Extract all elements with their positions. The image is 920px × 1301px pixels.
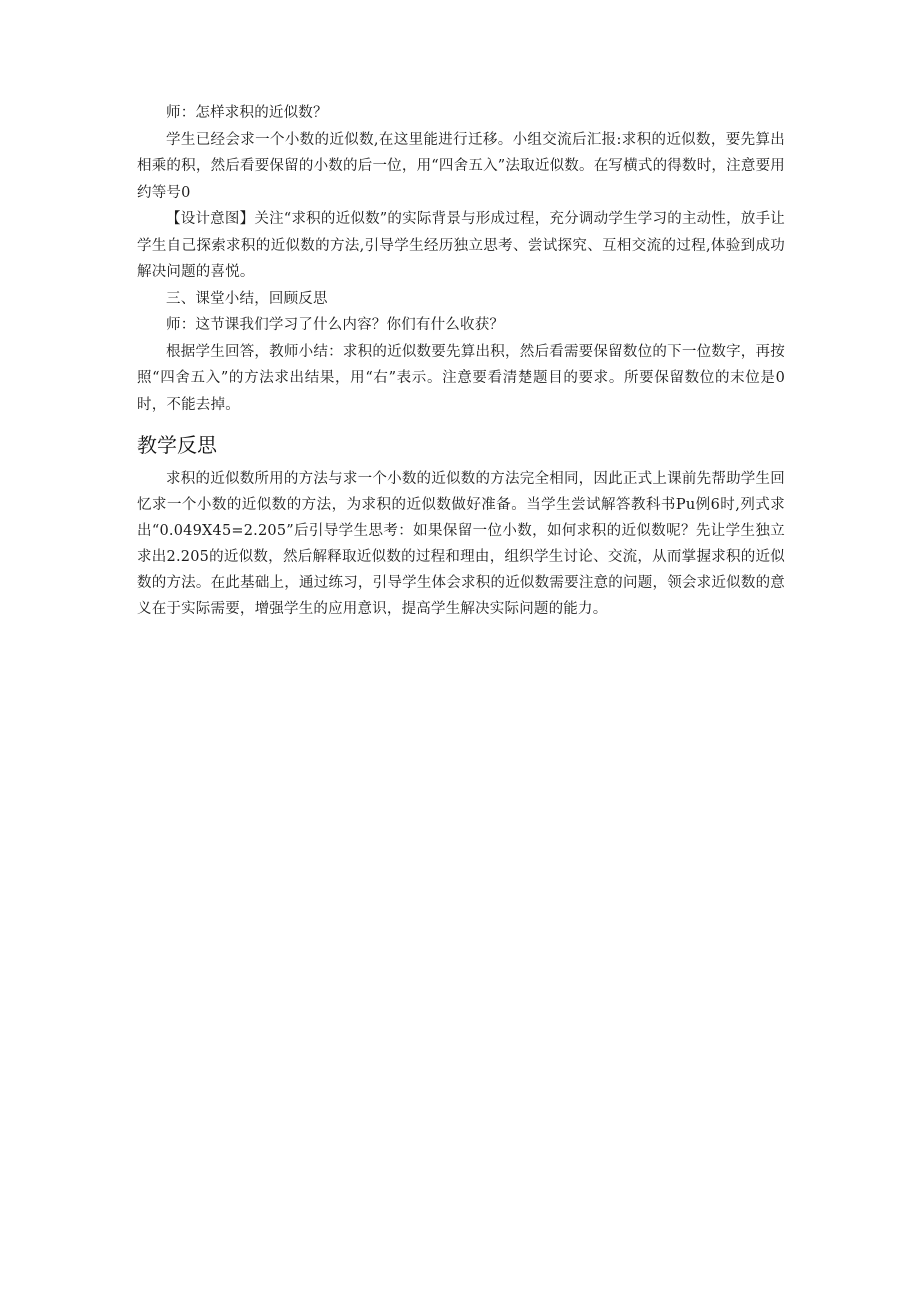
section-title-summary: 三、课堂小结，回顾反思 <box>166 290 328 307</box>
paragraph-design-intent: 【设计意图】关注“求积的近似数”的实际背景与形成过程，充分调动学生学习的主动性，放手让学生自己探索求积的近似数的方法,引导学生经历独立思考、尝试探究、互相交流的过程,体验到成功解决问题的喜悦。 <box>137 211 785 280</box>
paragraph-reflection: 求积的近似数所用的方法与求一个小数的近似数的方法完全相同，因此正式上课前先帮助学生回忆求一个小数的近似数的方法，为求积的近似数做好准备。当学生尝试解答教科书Pu例6时,列式求出“0.049X45=2.205”后引导学生思考：如果保留一位小数，如何求积的近似数呢？先让学生独立求出2.205的近似数，然后解释取近似数的过程和理由，组织学生讨论、交流，从而掌握求积的近似数的方法。在此基础上，通过练习，引导学生体会求积的近似数需要注意的问题，领会求近似数的意义在于实际需要，增强学生的应用意识，提高学生解决实际问题的能力。 <box>137 471 785 617</box>
paragraph-teacher-summary-question: 师：这节课我们学习了什么内容？你们有什么收获？ <box>166 317 505 333</box>
reflection-heading: 教学反思 <box>137 433 217 457</box>
document-page <box>137 100 785 622</box>
paragraph-teacher-summary: 根据学生回答，教师小结：求积的近似数要先算出积，然后看需要保留数位的下一位数字，再按照“四舍五入”的方法求出结果，用“右”表示。注意要看清楚题目的要求。所要保留数位的末位是0时，不能去掉。 <box>137 343 785 413</box>
paragraph-teacher-question: 师：怎样求积的近似数？ <box>166 105 328 121</box>
paragraph-student-report: 学生已经会求一个小数的近似数,在这里能进行迁移。小组交流后汇报:求积的近似数，要先算出相乘的积，然后看要保留的小数的后一位，用“四舍五入”法取近似数。在写横式的得数时，注意要用约等号0 <box>137 131 785 201</box>
